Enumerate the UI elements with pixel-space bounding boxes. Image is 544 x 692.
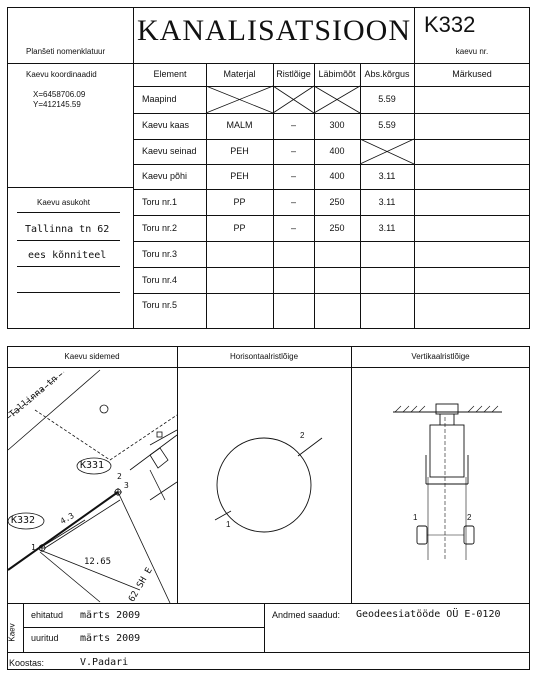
source-label: Andmed saadud:	[272, 610, 341, 620]
footer-side-label: Kaev	[7, 623, 17, 642]
map-manhole-neighbor: K331	[80, 460, 105, 471]
row-7-element: Toru nr.3	[142, 249, 178, 259]
vertical-pipe-2: 2	[467, 513, 472, 522]
coordinate-y: Y=412145.59	[33, 100, 81, 109]
row-3-diameter: 400	[329, 146, 345, 156]
map-distance-a: 4.3	[58, 510, 76, 527]
row-5-section: –	[290, 197, 296, 207]
row-4-material: PEH	[230, 171, 249, 181]
page-title: KANALISATSIOON	[137, 14, 411, 47]
header-element: Element	[153, 69, 187, 79]
row-5-element: Toru nr.1	[142, 197, 178, 207]
row-4-diameter: 400	[329, 171, 345, 181]
vertical-pipe-1: 1	[413, 513, 418, 522]
header-material: Materjal	[223, 69, 256, 79]
panel-title-horizontal: Horisontaalristlõige	[229, 352, 299, 361]
horizontal-pipe-2: 2	[300, 431, 305, 440]
header-height: Abs.kõrgus	[364, 69, 410, 79]
row-9-element: Toru nr.5	[142, 300, 178, 310]
location-label: Kaevu asukoht	[37, 198, 90, 207]
row-6-height: 3.11	[378, 223, 396, 233]
row-5-height: 3.11	[378, 197, 396, 207]
panel-title-ties: Kaevu sidemed	[64, 352, 120, 361]
row-4-height: 3.11	[378, 171, 396, 181]
map-label-1: 1	[31, 543, 36, 552]
row-2-element: Kaevu kaas	[142, 120, 190, 130]
row-4-section: –	[290, 171, 296, 181]
measured-label: uuritud	[31, 633, 59, 643]
row-2-material: MALM	[226, 120, 253, 130]
coordinates-label: Kaevu koordinaadid	[26, 70, 97, 79]
row-2-section: –	[290, 120, 296, 130]
row-3-material: PEH	[230, 146, 249, 156]
map-manhole-this: K332	[11, 515, 36, 526]
row-1-height: 5.59	[378, 94, 396, 104]
built-value: märts 2009	[80, 610, 141, 621]
row-6-diameter: 250	[329, 223, 345, 233]
sheet-label: Planšeti nomenklatuur	[26, 47, 106, 56]
row-6-material: PP	[233, 223, 246, 233]
row-5-diameter: 250	[329, 197, 345, 207]
source-value: Geodeesiatööde OÜ E-0120	[356, 609, 501, 620]
row-3-section: –	[290, 146, 296, 156]
row-6-section: –	[290, 223, 296, 233]
map-distance-b: 12.65	[84, 557, 112, 567]
row-5-material: PP	[233, 197, 246, 207]
header-notes: Märkused	[452, 69, 492, 79]
row-8-element: Toru nr.4	[142, 275, 178, 285]
row-2-height: 5.59	[378, 120, 396, 130]
location-line-1: Tallinna tn 62	[25, 224, 110, 235]
row-6-element: Toru nr.2	[142, 223, 178, 233]
map-label-3: 3	[124, 481, 129, 490]
code-caption: kaevu nr.	[455, 47, 489, 56]
map-address: 62 SH E	[127, 566, 155, 604]
horizontal-pipe-1: 1	[226, 520, 231, 529]
author-value: V.Padari	[80, 657, 129, 668]
manhole-code: K332	[424, 12, 476, 37]
built-label: ehitatud	[31, 610, 64, 620]
row-1-element: Maapind	[142, 94, 177, 104]
row-4-element: Kaevu põhi	[142, 171, 188, 181]
author-label: Koostas:	[9, 658, 45, 668]
row-3-element: Kaevu seinad	[142, 146, 197, 156]
header-section: Ristlõige	[276, 69, 311, 79]
header-diameter: Läbimõõt	[318, 69, 356, 79]
panel-title-vertical: Vertikaalristlõige	[411, 352, 470, 361]
row-2-diameter: 300	[329, 120, 345, 130]
map-label-2: 2	[117, 472, 122, 481]
location-line-2: ees kõnniteel	[28, 250, 107, 261]
coordinate-x: X=6458706.09	[33, 90, 86, 99]
measured-value: märts 2009	[80, 633, 141, 644]
map-street-label: Tallinna tn	[7, 374, 60, 420]
